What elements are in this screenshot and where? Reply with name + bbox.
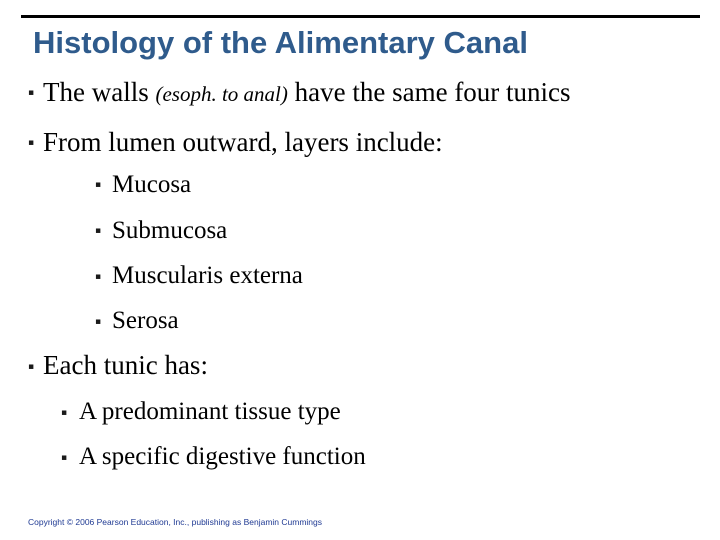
bullet-each-tunic: Each tunic has: [43,350,208,380]
sub-bullet-marker-icon: ▪ [95,180,102,190]
sub-bullet-marker-icon: ▪ [95,272,102,282]
sub-bullet-marker-icon: ▪ [95,317,102,327]
sub-item-mucosa: Mucosa [112,171,192,198]
bullet-walls [43,77,571,108]
bullet-walls-text-end: have the same four tunics [287,77,571,107]
bullet-walls-text-start: The walls [43,77,156,107]
bullet-marker-icon: ▪ [28,88,35,98]
slide-title: Histology of the Alimentary Canal [33,25,528,60]
copyright-notice: Copyright © 2006 Pearson Education, Inc., publishing as Benjamin Cummings [28,517,323,527]
sub-bullet-marker-icon: ▪ [95,226,102,236]
sub-item-digestive-function: A specific digestive function [79,443,366,470]
sub-item-submucosa: Submucosa [112,217,228,244]
bullet-marker-icon: ▪ [28,362,35,372]
sub-item-muscularis-externa: Muscularis externa [112,262,303,289]
bullet-marker-icon: ▪ [28,138,35,148]
sub-bullet-marker-icon: ▪ [61,453,68,463]
sub-item-tissue-type: A predominant tissue type [79,398,341,425]
top-rule [21,15,700,18]
sub-item-serosa: Serosa [112,307,179,334]
sub-bullet-marker-icon: ▪ [61,408,68,418]
bullet-layers: From lumen outward, layers include: [43,127,443,157]
bullet-walls-italic-note: (esoph. to anal) [155,82,288,106]
